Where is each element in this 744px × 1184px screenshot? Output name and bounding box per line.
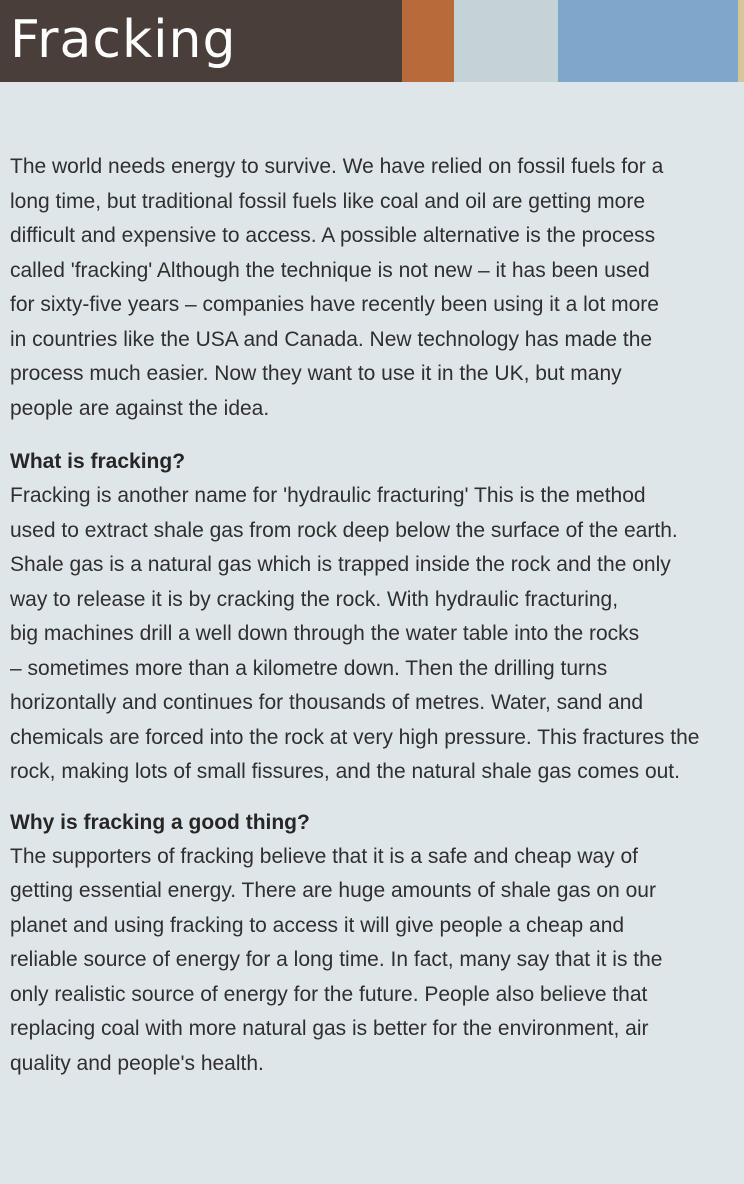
text-line: replacing coal with more natural gas is better for the environment, air	[10, 1017, 649, 1040]
text-line: chemicals are forced into the rock at very high pressure. This fractures the	[10, 725, 700, 749]
intro-paragraph	[10, 150, 740, 426]
section-why-good	[10, 806, 740, 1082]
section-what-is-fracking	[10, 445, 740, 790]
text-line: for sixty-five years – companies have recently been using it a lot more	[10, 293, 659, 316]
blue-color-swatch	[558, 0, 738, 82]
text-line: long time, but traditional fossil fuels like coal and oil are getting more	[10, 189, 646, 213]
page-title: Fracking	[10, 10, 237, 70]
text-line: Fracking is another name for 'hydraulic fracturing' This is the method	[10, 484, 646, 507]
text-line: called 'fracking' Although the technique is not new – it has been used	[10, 258, 650, 282]
text-line: process much easier. Now they want to use it in the UK, but many	[10, 362, 622, 385]
text-line: getting essential energy. There are huge amounts of shale gas on our	[10, 879, 656, 902]
section-heading: Why is fracking a good thing?	[10, 810, 310, 834]
text-line: difficult and expensive to access. A possible alternative is the process	[10, 224, 656, 247]
text-line: – sometimes more than a kilometre down. Then the drilling turns	[10, 656, 608, 680]
text-line: planet and using fracking to access it will give people a cheap and	[10, 913, 625, 937]
text-line: in countries like the USA and Canada. New technology has made the	[10, 327, 653, 351]
orange-color-swatch	[402, 0, 454, 82]
text-line: used to extract shale gas from rock deep below the surface of the earth.	[10, 518, 678, 542]
text-line: reliable source of energy for a long time. In fact, many say that it is the	[10, 948, 663, 971]
text-line: Shale gas is a natural gas which is trapped inside the rock and the only	[10, 553, 671, 576]
text-line: The supporters of fracking believe that it is a safe and cheap way of	[10, 844, 639, 868]
text-line: The world needs energy to survive. We have relied on fossil fuels for a	[10, 155, 664, 178]
header-bar	[0, 0, 744, 84]
tan-color-swatch	[738, 0, 744, 82]
text-line: big machines drill a well down through the water table into the rocks	[10, 622, 640, 645]
section-paragraph	[10, 479, 740, 790]
section-paragraph	[10, 840, 740, 1082]
text-line: rock, making lots of small fissures, and the natural shale gas comes out.	[10, 760, 680, 783]
text-line: people are against the idea.	[10, 396, 270, 420]
text-line: way to release it is by cracking the rock. With hydraulic fracturing,	[10, 587, 619, 611]
text-line: quality and people's health.	[10, 1051, 264, 1075]
text-line: only realistic source of energy for the future. People also believe that	[10, 982, 648, 1006]
article-body	[10, 150, 740, 1097]
title-block	[0, 0, 402, 82]
text-line: horizontally and continues for thousands of metres. Water, sand and	[10, 691, 644, 714]
light-color-swatch	[454, 0, 558, 82]
section-heading: What is fracking?	[10, 450, 186, 473]
